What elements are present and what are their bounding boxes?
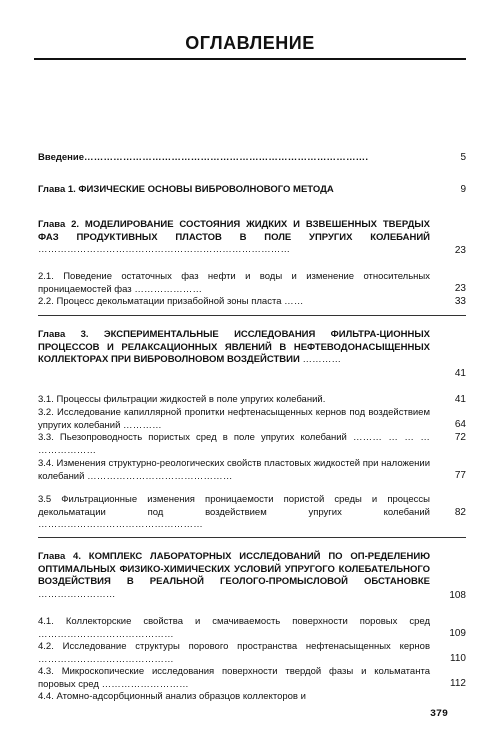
toc-entry-4-4[interactable]: 4.4. Атомно-адсорбционный анализ образцов коллекторов и	[38, 691, 306, 702]
section-divider	[38, 315, 466, 316]
title-rule	[34, 58, 466, 60]
toc-page-number: 64	[454, 419, 466, 430]
page-number: 379	[430, 709, 449, 720]
toc-entry-3-4[interactable]: 3.4. Изменения структурно-реологических свойств пластовых жидкостей при наложении колебаний ………………………………………	[38, 458, 430, 482]
toc-entry-chapter-1[interactable]: Глава 1. ФИЗИЧЕСКИЕ ОСНОВЫ ВИБРОВОЛНОВОГО МЕТОДА	[38, 184, 334, 195]
toc-entry-4-1[interactable]: 4.1. Коллекторские свойства и смачиваемость поверхности поровых сред ……………………………………	[38, 616, 430, 640]
toc-page-number: 41	[454, 368, 466, 379]
toc-page-number: 112	[450, 678, 466, 689]
toc-entry-introduction[interactable]: Введение…………………………………………………………………………….	[38, 152, 369, 163]
toc-page-number: 110	[450, 653, 466, 664]
section-divider	[38, 537, 466, 538]
toc-entry-chapter-3[interactable]: Глава 3. ЭКСПЕРИМЕНТАЛЬНЫЕ ИССЛЕДОВАНИЯ ФИЛЬТРА-ЦИОННЫХ ПРОЦЕССОВ И РЕЛАКСАЦИОННЫХ ЯВЛЕНИЙ В НЕФТЕВОДОНАСЫЩЕННЫХ КОЛЛЕКТОРАХ ПРИ ВИБРОВОЛНОВОМ ВОЗДЕЙСТВИИ …………	[38, 329, 430, 365]
toc-page-number: 23	[454, 245, 466, 256]
toc-entry-chapter-2[interactable]: Глава 2. МОДЕЛИРОВАНИЕ СОСТОЯНИЯ ЖИДКИХ И ВЗВЕШЕННЫХ ТВЕРДЫХ ФАЗ ПРОДУКТИВНЫХ ПЛАСТОВ В ПОЛЕ УПРУГИХ КОЛЕБАНИЙ ……………………………………………………………………	[38, 219, 430, 255]
toc-entry-3-2[interactable]: 3.2. Исследование капиллярной пропитки нефтенасыщенных кернов под воздействием упругих колебаний …………	[38, 407, 430, 431]
toc-page-number: 33	[454, 296, 466, 307]
toc-entry-chapter-4[interactable]: Глава 4. КОМПЛЕКС ЛАБОРАТОРНЫХ ИССЛЕДОВАНИЙ ПО ОП-РЕДЕЛЕНИЮ ОПТИМАЛЬНЫХ ФИЗИКО-ХИМИЧЕСКИХ УСЛОВИЙ УПРУГОГО КОЛЕБАТЕЛЬНОГО ВОЗДЕЙСТВИЯ В РЕАЛЬНОЙ ГЕОЛОГО-ПРОМЫСЛОВОЙ ОБСТАНОВКЕ ……………………	[38, 551, 430, 600]
toc-page-number: 9	[460, 184, 466, 195]
page-title: ОГЛАВЛЕНИЕ	[185, 33, 315, 53]
toc-page-number: 109	[449, 628, 466, 639]
toc-entry-3-5[interactable]: 3.5 Фильтрационные изменения проницаемости пористой среды и процессы декольматации под воздействием упругих колебаний ……………………………………………	[38, 494, 430, 530]
toc-page-number: 72	[454, 432, 466, 443]
toc-entry-4-2[interactable]: 4.2. Исследование структуры порового пространства нефтенасыщенных кернов ……………………………………	[38, 641, 430, 665]
toc-entry-2-2[interactable]: 2.2. Процесс декольматации призабойной зоны пласта ……	[38, 296, 304, 307]
toc-page-number: 5	[460, 152, 466, 163]
toc-page-number: 82	[454, 507, 466, 518]
toc-page-number: 77	[454, 470, 466, 481]
toc-entry-3-3[interactable]: 3.3. Пьезопроводность пористых сред в поле упругих колебаний ……… … … … ………………	[38, 432, 431, 456]
toc-entry-4-3[interactable]: 4.3. Микроскопические исследования поверхности твердой фазы и кольматанта поровых сред ………………………	[38, 666, 430, 690]
toc-page-number: 41	[454, 394, 466, 405]
toc-entry-3-1[interactable]: 3.1. Процессы фильтрации жидкостей в поле упругих колебаний.	[38, 394, 326, 405]
toc-entry-2-1[interactable]: 2.1. Поведение остаточных фаз нефти и воды и изменение относительных проницаемостей фаз …………………	[38, 271, 430, 295]
toc-page-number: 108	[449, 590, 466, 601]
toc-page-number: 23	[454, 283, 466, 294]
